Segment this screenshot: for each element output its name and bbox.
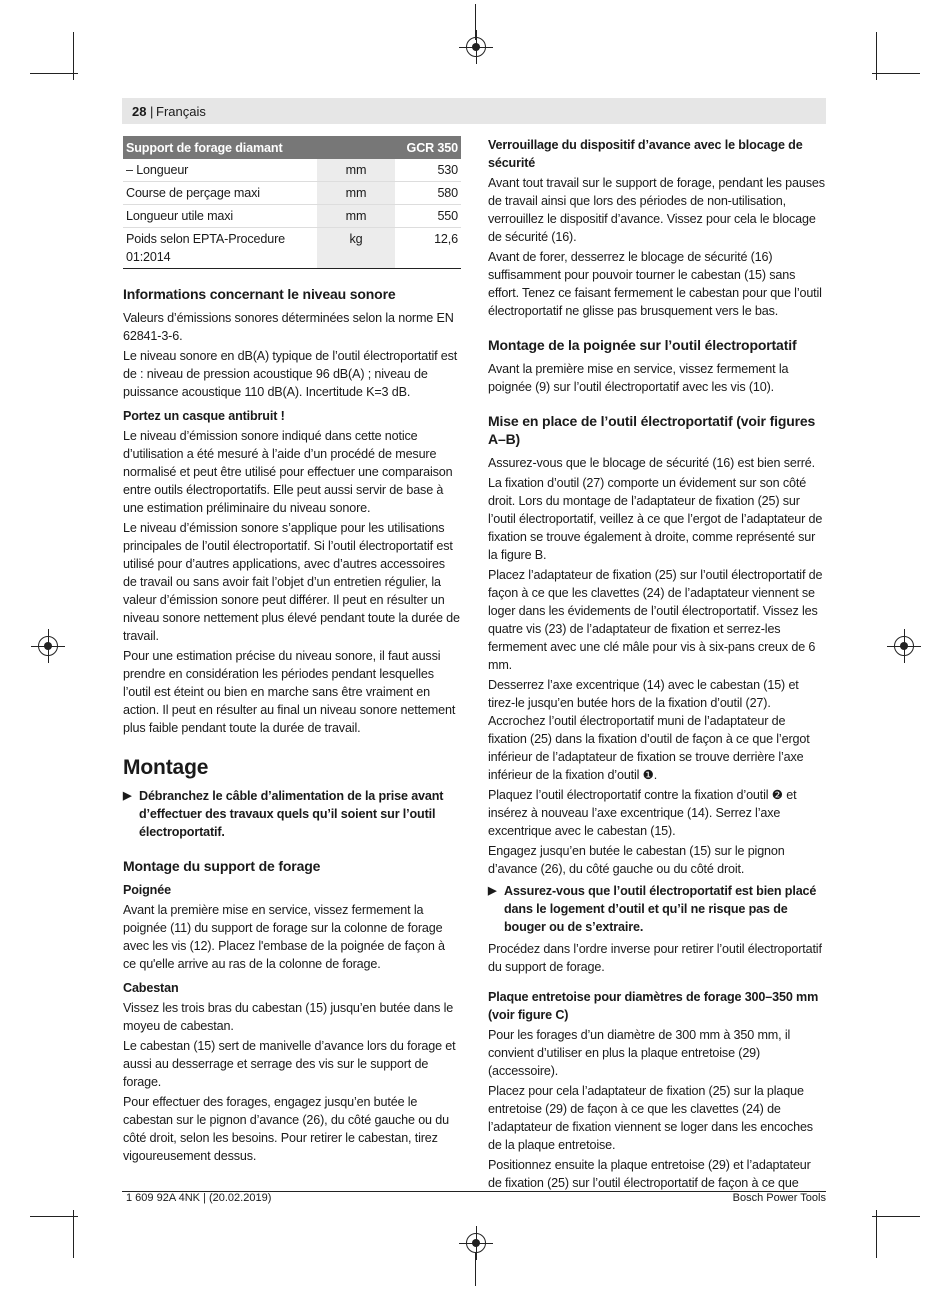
handle-paragraph: Avant la première mise en service, vissez fermement la poignée (9) sur l’outil électroportatif avec les vis (10). xyxy=(488,362,789,394)
spec-unit: kg xyxy=(317,228,395,269)
noise-paragraph: Le niveau d’émission sonore indiqué dans cette notice d’utilisation a été mesuré à l’aide d’un procédé de mesure normalisé et peut être utilisé pour effectuer une comparaison entre outils électroportatifs. Elle peut aussi servir de base à une estimation préliminaire du niveau sonore. xyxy=(123,429,453,515)
crop-mark xyxy=(876,1210,877,1258)
spec-table xyxy=(123,136,461,269)
crop-mark xyxy=(30,73,78,74)
lock-paragraph: Avant tout travail sur le support de forage, pendant les pauses de travail ainsi que lors des périodes de non-utilisation, verrouillez le dispositif d’avance. Vissez pour cela le blocage de sécurité (16). xyxy=(488,176,825,244)
spec-value: 12,6 xyxy=(395,228,461,269)
cabestan-heading: Cabestan xyxy=(123,981,179,995)
spec-table-model: GCR 350 xyxy=(395,136,461,159)
spec-label: Course de perçage maxi xyxy=(123,182,317,205)
place-paragraph: Procédez dans l’ordre inverse pour retirer l’outil électroportatif du support de forage. xyxy=(488,942,822,974)
cabestan-paragraph: Le cabestan (15) sert de manivelle d’avance lors du forage et aussi au desserrage et serrage des vis sur le support de forage. xyxy=(123,1039,456,1089)
plate-paragraph: Positionnez ensuite la plaque entretoise (29) et l’adaptateur de fixation (25) sur l’outil électroportatif de façon à ce que xyxy=(488,1158,811,1190)
table-row xyxy=(123,205,461,228)
crop-mark xyxy=(73,1210,74,1258)
table-row xyxy=(123,228,461,269)
place-paragraph: La fixation d’outil (27) comporte un évidement sur son côté droit. Lors du montage de l’adaptateur de fixation (25) sur l’outil électroportatif, veillez à ce que l’ergot de l’adaptateur de fixation se trouve également à droite, comme représenté sur la figure B. xyxy=(488,476,823,562)
warning-text: Assurez-vous que l’outil électroportatif est bien placé dans le logement d’outil et qu’il ne risque pas de bouger ou de s’extraire. xyxy=(504,884,817,934)
place-heading: Mise en place de l’outil électroportatif (voir figures A–B) xyxy=(488,413,816,447)
table-row xyxy=(123,159,461,182)
place-paragraph: Placez l’adaptateur de fixation (25) sur l’outil électroportatif de façon à ce que les clavettes (24) de l’adaptateur viennent se loger dans les évidements de l’outil électroportatif. Vissez les quatre vis (23) de l’adaptateur de fixation et serrez-les fermement avec une clé mâle pour vis à six-pans creux de 6 mm. xyxy=(488,568,823,672)
noise-heading: Informations concernant le niveau sonore xyxy=(123,286,396,302)
handle-heading: Montage de la poignée sur l’outil électroportatif xyxy=(488,337,797,353)
plate-paragraph: Pour les forages d’un diamètre de 300 mm à 350 mm, il convient d’utiliser en plus la plaque entretoise (29) (accessoire). xyxy=(488,1028,791,1078)
plate-heading: Plaque entretoise pour diamètres de forage 300–350 mm (voir figure C) xyxy=(488,990,819,1022)
spec-label: Poids selon EPTA-Procedure 01:2014 xyxy=(123,228,317,269)
plate-paragraph: Placez pour cela l’adaptateur de fixation (25) sur la plaque entretoise (29) de façon à ce que les clavettes (24) de l’adaptateur de fixation viennent se loger dans les encoches de la plaque entretoise. xyxy=(488,1084,813,1152)
registration-mark-icon xyxy=(466,37,486,57)
noise-paragraph: Le niveau sonore en dB(A) typique de l’outil électroportatif est de : niveau de pression acoustique 96 dB(A) ; niveau de puissance acoustique 110 dB(A). Incertitude K=3 dB. xyxy=(123,349,458,399)
header-language: Français xyxy=(156,104,206,119)
registration-mark-icon xyxy=(894,636,914,656)
place-paragraph: Plaquez l’outil électroportatif contre la fixation d’outil ❷ et insérez à nouveau l’axe excentrique (14). Serrez l’axe excentrique avec le cabestan (15). xyxy=(488,788,797,838)
registration-mark-icon xyxy=(466,1233,486,1253)
arrow-bullet-icon: ▶ xyxy=(488,885,497,897)
spec-value: 530 xyxy=(395,159,461,182)
lock-heading: Verrouillage du dispositif d’avance avec le blocage de sécurité xyxy=(488,138,803,170)
arrow-bullet-icon: ▶ xyxy=(123,790,132,802)
poignee-paragraph: Avant la première mise en service, vissez fermement la poignée (11) du support de forage sur la colonne de forage avec les vis (12). Placez l'embase de la poignée de façon à ce qu'elle arrive au ras de la colonne de forage. xyxy=(123,903,445,971)
place-paragraph: Engagez jusqu’en butée le cabestan (15) sur le pignon d’avance (26), du côté gauche ou du côté droit. xyxy=(488,844,785,876)
footer-brand: Bosch Power Tools xyxy=(732,1192,826,1204)
right-column xyxy=(488,136,826,1194)
noise-paragraph: Valeurs d’émissions sonores déterminées selon la norme EN 62841-3-6. xyxy=(123,311,454,343)
footer-doc-id: 1 609 92A 4NK | (20.02.2019) xyxy=(126,1192,272,1204)
ear-protection-notice: Portez un casque antibruit ! xyxy=(123,409,285,423)
page-number: 28 xyxy=(132,104,147,119)
page-header xyxy=(122,98,826,124)
crop-mark xyxy=(30,1216,78,1217)
header-separator: | xyxy=(150,104,154,119)
noise-paragraph: Le niveau d’émission sonore s’applique pour les utilisations principales de l’outil électroportatif. Si l’outil électroportatif est utilisé pour d’autres applications, avec d’autres accessoires de travail ou sans avoir fait l’objet d’un entretien régulier, la valeur d’émission sonore peut différer. Il peut en résulter un niveau sonore nettement plus élevé pendant toute la durée de travail. xyxy=(123,521,460,643)
spec-value: 550 xyxy=(395,205,461,228)
spec-label: Longueur utile maxi xyxy=(123,205,317,228)
table-row xyxy=(123,182,461,205)
spec-table-title: Support de forage diamant xyxy=(123,136,395,159)
spec-unit: mm xyxy=(317,182,395,205)
montage-heading: Montage xyxy=(123,756,209,779)
lock-paragraph: Avant de forer, desserrez le blocage de sécurité (16) suffisamment pour pouvoir tourner le cabestan (15) sans effort. Tenez ce faisant fermement le cabestan pour que l’outil électroportatif ne glisse pas brusquement vers le bas. xyxy=(488,250,822,318)
cabestan-paragraph: Pour effectuer des forages, engagez jusqu’en butée le cabestan sur le pignon d’avance (26), du côté gauche ou du côté droit, selon les besoins. Pour retirer le cabestan, tirez vigoureusement dessus. xyxy=(123,1095,449,1163)
montage-warning xyxy=(123,787,461,841)
spec-unit: mm xyxy=(317,159,395,182)
spec-unit: mm xyxy=(317,205,395,228)
place-warning xyxy=(488,882,826,936)
place-paragraph: Assurez-vous que le blocage de sécurité (16) est bien serré. xyxy=(488,456,816,470)
crop-mark xyxy=(872,73,920,74)
spec-label: – Longueur xyxy=(123,159,317,182)
place-paragraph: Desserrez l’axe excentrique (14) avec le cabestan (15) et tirez-le jusqu’en butée hors de la fixation d’outil (27). Accrochez l’outil électroportatif muni de l’adaptateur de fixation (25) dans la fixation d’outil de façon à ce que l’ergot inférieur de l’adaptateur de fixation se trouve derrière l’axe inférieur de la fixation d’outil ❶. xyxy=(488,678,810,782)
spec-value: 580 xyxy=(395,182,461,205)
support-heading: Montage du support de forage xyxy=(123,858,321,874)
registration-mark-icon xyxy=(38,636,58,656)
warning-text: Débranchez le câble d’alimentation de la prise avant d’effectuer des travaux quels qu’il soient sur l’outil électroportatif. xyxy=(139,789,444,839)
left-column xyxy=(123,136,461,1167)
noise-paragraph: Pour une estimation précise du niveau sonore, il faut aussi prendre en considération les périodes pendant lesquelles l’outil est éteint ou bien en marche sans être vraiment en action. Il peut en résulter au final un niveau sonore nettement plus faible pendant toute la durée de travail. xyxy=(123,649,456,735)
cabestan-paragraph: Vissez les trois bras du cabestan (15) jusqu’en butée dans le moyeu de cabestan. xyxy=(123,1001,454,1033)
poignee-heading: Poignée xyxy=(123,883,171,897)
crop-mark xyxy=(872,1216,920,1217)
